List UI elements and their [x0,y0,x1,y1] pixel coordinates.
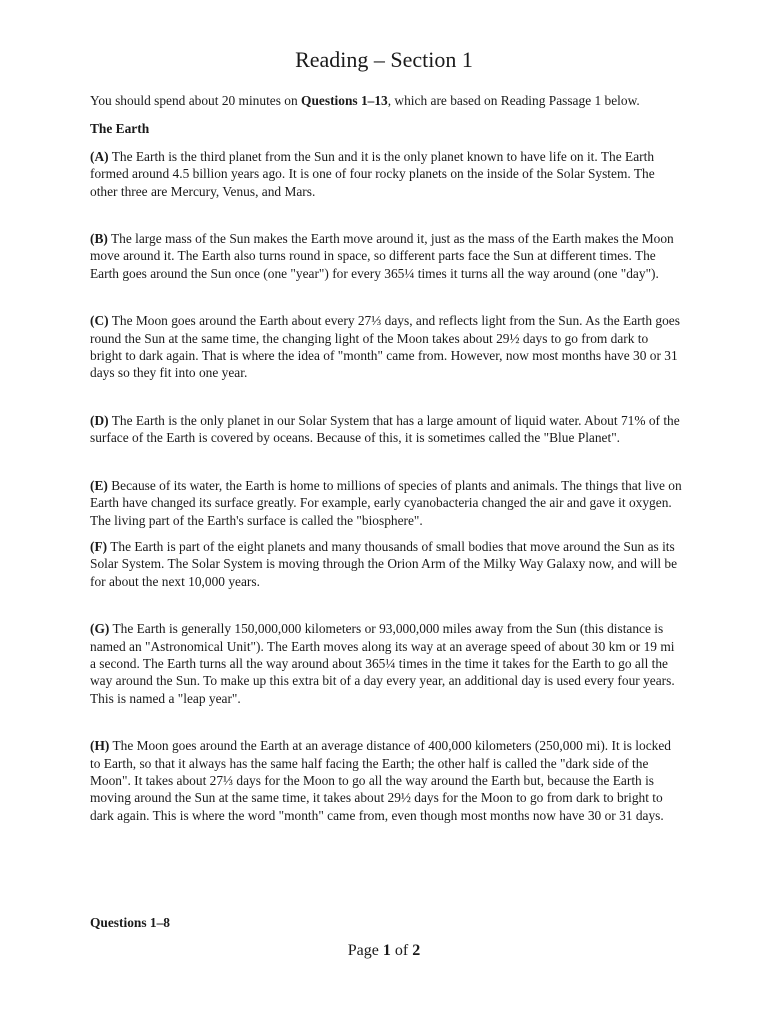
current-page-number: 1 [382,942,391,959]
paragraph-text: The Moon goes around the Earth about every 27⅓ days, and reflects light from the Sun. As the Earth goes round the Sun at the same time, the changing light of the Moon takes about 29½ days to go from dark to bright to dark again. That is where the idea of "month" came from. However, now most months have 30 or 31 days so they fit into one year. [90,313,680,381]
paragraph-text: The Earth is the third planet from the Sun and it is the only planet known to have life on it. The Earth formed around 4.5 billion years ago. It is one of four rocky planets on the inside of the Solar System. The other three are Mercury, Venus, and Mars. [90,148,655,199]
paragraph-b [90,230,682,282]
paragraph-d [90,412,682,447]
paragraph-label: (D) [90,412,109,428]
questions-heading: Questions 1–8 [90,915,170,930]
paragraph-c [90,312,682,382]
paragraph-label: (B) [90,231,108,247]
paragraph-label: (C) [90,313,109,329]
instructions-questions-range: Questions 1–13 [301,93,388,108]
paragraph-e [90,477,682,529]
paragraph-label: (F) [90,538,108,554]
total-page-count: 2 [412,942,421,959]
paragraph-label: (E) [90,477,108,493]
paragraph-label: (G) [90,621,110,637]
paragraph-text: The large mass of the Sun makes the Earth move around it, just as the mass of the Earth makes the Moon move around it. The Earth also turns round in space, so different parts face the Sun at different times. The Earth goes around the Sun once (one "year") for every 365¼ times it turns all the way around (one "day"). [90,231,674,281]
paragraph-h [90,737,682,824]
document-body [90,92,682,824]
paragraph-text: The Earth is generally 150,000,000 kilometers or 93,000,000 miles away from the Sun (this distance is named an "Astronomical Unit"). The Earth moves along its way at an average speed of about 30 km or 19 mi a second. The Earth turns all the way around about 365¼ times in the time it takes for the Earth to go all the way around the Sun. To make up this extra bit of a day every year, an additional day is used every four years. This is named a "leap year". [90,621,675,706]
page-number [0,940,768,962]
page-number-prefix: Page [347,942,383,959]
paragraph-label: (A) [90,148,109,164]
paragraph-text: The Earth is part of the eight planets and many thousands of small bodies that move around the Sun as its Solar System. The Solar System is moving through the Orion Arm of the Milky Way Galaxy now, and will be for about the next 10,000 years. [90,538,678,589]
passage-title: The Earth [90,121,150,137]
paragraph-a [90,148,682,200]
paragraph-text: Because of its water, the Earth is home to millions of species of plants and animals. The things that live on Earth have changed its surface greatly. For example, early cyanobacteria changed the air and gave it oxygen. The living part of the Earth's surface is called the "biosphere". [90,477,682,528]
instructions-text-end: , which are based on Reading Passage 1 below. [387,93,640,108]
paragraph-text: The Moon goes around the Earth at an average distance of 400,000 kilometers (250,000 mi). It is locked to Earth, so that it always has the same half facing the Earth; the other half is called the "dark side of the Moon". It takes about 27⅓ days for the Moon to go all the way around the Earth but, because the Earth is moving around the Sun at the same time, it takes about 29½ days for the Moon to go from dark to bright to dark again. This is where the word "month" came from, even though most months now have 30 or 31 days. [90,738,671,823]
paragraph-label: (H) [90,738,110,754]
page-title: Reading – Section 1 [295,47,473,72]
paragraph-text: The Earth is the only planet in our Solar System that has a large amount of liquid water. About 71% of the surface of the Earth is covered by oceans. Because of this, it is sometimes called the "Blue Planet". [90,412,680,446]
paragraph-f [90,538,682,590]
page-number-separator: of [390,942,413,959]
instructions [90,92,682,109]
paragraph-g [90,620,682,707]
instructions-text-start: You should spend about 20 minutes on [90,93,302,108]
